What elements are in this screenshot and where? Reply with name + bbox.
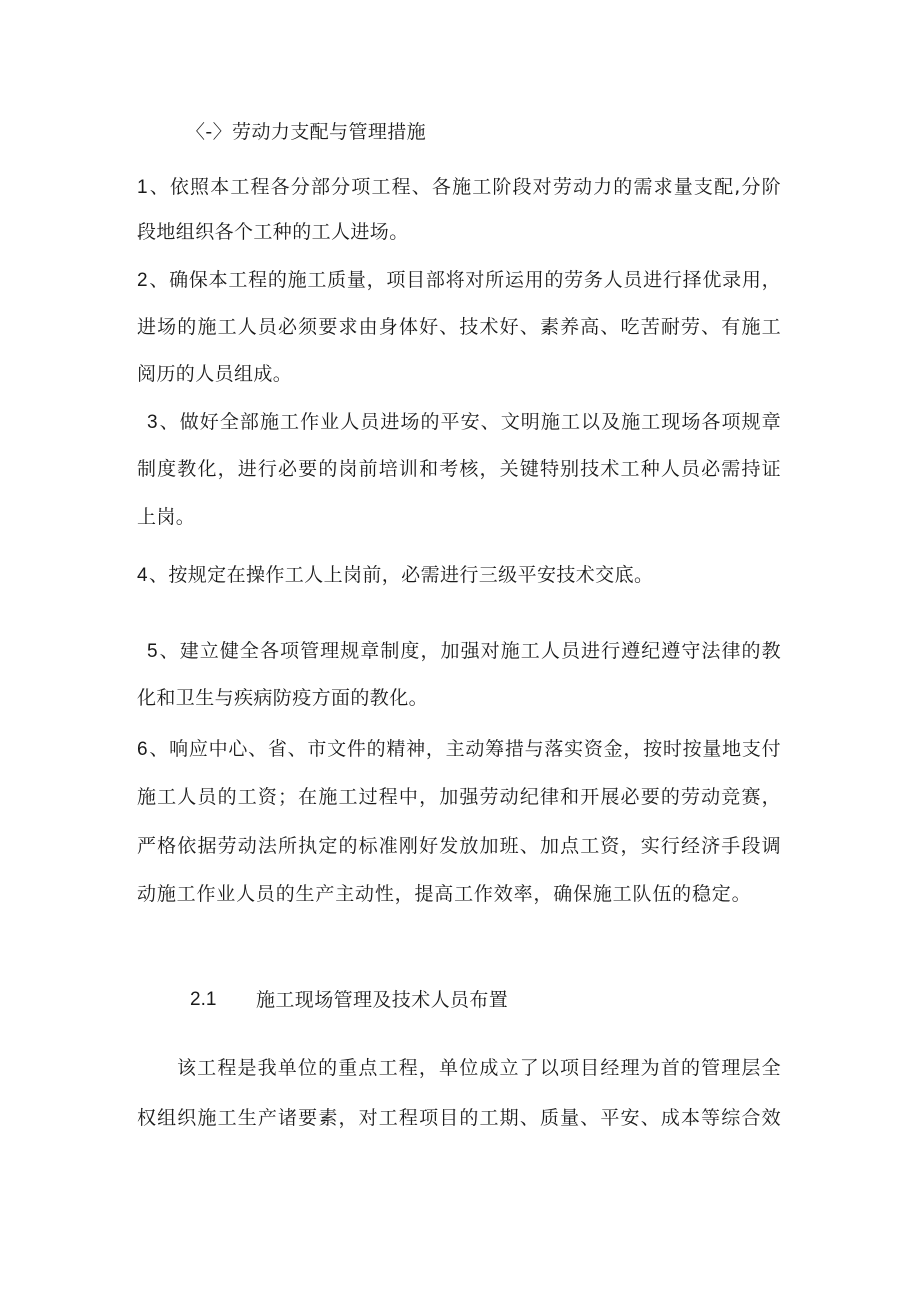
- paragraph-line: 该工程是我单位的重点工程，单位成立了以项目经理为首的管理层全: [177, 1057, 781, 1079]
- item-text-line: 、做好全部施工作业人员进场的平安、文明施工以及施工现场各项规章: [158, 411, 781, 433]
- item-text-line: 段地组织各个工种的工人进场。: [137, 221, 409, 243]
- item-number: 1: [137, 177, 148, 198]
- section-title: 施工现场管理及技术人员布置: [256, 989, 509, 1011]
- item-text-line: 严格依据劳动法所执定的标准刚好发放加班、加点工资，实行经济手段调: [137, 835, 781, 857]
- list-item: [137, 175, 781, 200]
- list-item: [147, 410, 781, 435]
- item-text-line: 、确保本工程的施工质量，项目部将对所运用的劳务人员进行择优录用，: [148, 269, 781, 291]
- list-item: [137, 737, 781, 762]
- item-text-line: 、依照本工程各分部分项工程、各施工阶段对劳动力的需求量支配,分阶: [148, 176, 781, 198]
- list-item: [137, 268, 781, 293]
- item-text-line: 制度教化，进行必要的岗前培训和考核，关键特别技术工种人员必需持证: [137, 458, 781, 480]
- subsection-heading: 〈-〉劳动力支配与管理措施: [186, 121, 427, 143]
- item-text-line: 、按规定在操作工人上岗前，必需进行三级平安技术交底。: [148, 564, 654, 586]
- list-item: [137, 563, 653, 588]
- item-text-line: 化和卫生与疾病防疫方面的教化。: [137, 687, 429, 709]
- item-number: 4: [137, 565, 148, 586]
- paragraph-line: 权组织施工生产诸要素，对工程项目的工期、质量、平安、成本等综合效: [137, 1107, 781, 1129]
- section-number: 2.1: [190, 989, 217, 1010]
- item-text-line: 阅历的人员组成。: [137, 363, 293, 385]
- item-text-line: 进场的施工人员必须要求由身体好、技术好、素养高、吃苦耐劳、有施工: [137, 316, 781, 338]
- item-text-line: 、响应中心、省、市文件的精神，主动筹措与落实资金，按时按量地支付: [148, 738, 781, 760]
- item-number: 6: [137, 739, 148, 760]
- item-text-line: 动施工作业人员的生产主动性，提高工作效率，确保施工队伍的稳定。: [137, 883, 751, 905]
- item-number: 2: [137, 270, 148, 291]
- list-item: [147, 639, 781, 664]
- item-number: 3: [147, 412, 158, 433]
- item-text-line: 上岗。: [137, 506, 196, 528]
- item-text-line: 施工人员的工资；在施工过程中，加强劳动纪律和开展必要的劳动竞赛，: [137, 786, 781, 808]
- item-text-line: 、建立健全各项管理规章制度，加强对施工人员进行遵纪遵守法律的教: [158, 640, 781, 662]
- item-number: 5: [147, 641, 158, 662]
